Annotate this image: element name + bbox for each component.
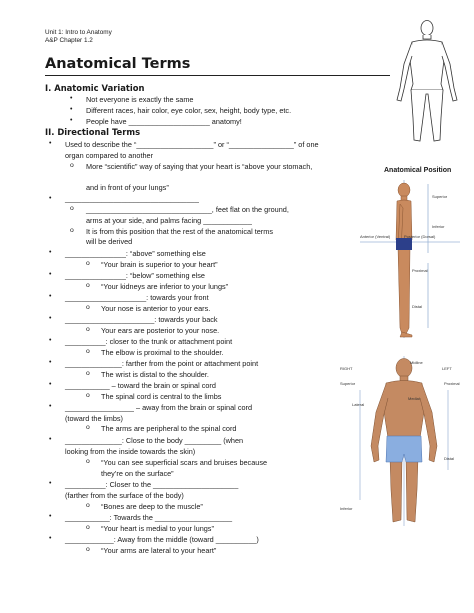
sub-bullet-icon: o [86,370,90,377]
sub-bullet-icon: o [86,304,90,311]
list-item: “Your heart is medial to your lungs” [101,524,214,533]
list-item: “Your kidneys are inferior to your lungs” [101,282,229,291]
sub-bullet-icon: o [86,260,90,267]
sub-bullet-icon: o [86,326,90,333]
list-item: Different races, hair color, eye color, sex, height, body type, etc. [86,106,292,115]
bullet-icon: • [49,337,52,344]
list-item: “Bones are deep to the muscle” [101,502,203,511]
list-item: The elbow is proximal to the shoulder. [101,348,224,357]
bullet-icon: • [70,106,73,113]
label-superior: Superior [432,194,448,199]
list-item: ______________: farther from the point or attachment point [65,359,259,368]
page-title: Anatomical Terms [45,56,191,72]
list-item: Your nose is anterior to your ears. [101,304,211,313]
sub-bullet-icon: o [86,348,90,355]
list-item: ______________________: towards your back [65,315,218,324]
title-underline [45,75,390,76]
label-midline: Midline [410,360,423,365]
bullet-icon: • [49,249,52,256]
list-item: ___________: Towards the ___________________ [65,513,233,522]
list-item: Not everyone is exactly the same [86,95,194,104]
label-inferior: Inferior [432,224,445,229]
label-proximal: Proximal [412,268,428,273]
bullet-icon: • [49,381,52,388]
anatomical-position-caption: Anatomical Position [384,167,452,174]
sub-bullet-icon: o [86,524,90,531]
label-anterior: Anterior (Ventral) [360,234,391,239]
bullet-icon: • [70,117,73,124]
bullet-icon: • [49,359,52,366]
bullet-icon: • [49,480,52,487]
list-item: ___________ – toward the brain or spinal cord [65,381,216,390]
bullet-icon: • [49,271,52,278]
bullet-icon: • [49,535,52,542]
list-item: looking from the inside towards the skin) [65,447,196,456]
label-distal-front: Distal [444,456,455,461]
list-item: It is from this position that the rest of the anatomical terms [86,227,273,236]
chapter-label: A&P Chapter 1.2 [45,37,93,44]
front-view-figure [338,350,470,530]
list-item: The arms are peripheral to the spinal cord [101,424,237,433]
list-item: _______________________________, feet flat on the ground, [86,205,289,214]
list-item: will be derived [86,237,133,246]
label-right: RIGHT [340,366,353,371]
sub-bullet-icon: o [86,392,90,399]
sub-bullet-icon: o [70,205,74,212]
list-item: _______________: “below” something else [65,271,205,280]
list-item: _________________ – away from the brain or spinal cord [65,403,253,412]
bullet-icon: • [49,403,52,410]
bullet-icon: • [49,140,52,147]
label-inferior-front: Inferior [340,506,353,511]
label-posterior: Posterior (Dorsal) [404,234,436,239]
section-heading-directional: II. Directional Terms [45,127,141,137]
list-item: Used to describe the “___________________” or “________________” of one [65,140,319,149]
list-item: “Your arms are lateral to your heart” [101,546,217,555]
unit-label: Unit 1: Intro to Anatomy [45,29,112,36]
list-item: “You can see superficial scars and bruises because [101,458,268,467]
label-superior-front: Superior [340,381,356,386]
list-item: The wrist is distal to the shoulder. [101,370,209,379]
list-item: (toward the limbs) [65,414,123,423]
list-item: ____________________: towards your front [65,293,209,302]
label-lateral: Lateral [352,402,365,407]
sub-bullet-icon: o [70,227,74,234]
section-heading-variation: I. Anatomic Variation [45,83,145,93]
list-item: People have ____________________ anatomy! [86,117,242,126]
list-item: _______________: “above” something else [65,249,206,258]
side-view-figure [340,178,470,340]
label-medial: Medial [408,396,420,401]
list-item: __________: Closer to the _____________________ [65,480,239,489]
bullet-icon: • [49,293,52,300]
list-item: The spinal cord is central to the limbs [101,392,222,401]
list-item: “Your brain is superior to your heart” [101,260,218,269]
bullet-icon: • [49,315,52,322]
list-item: ____________: Away from the middle (toward __________) [65,535,259,544]
label-proximal-front: Proximal [444,381,460,386]
sub-bullet-icon: o [86,458,90,465]
list-item: More “scientific” way of saying that your heart is “above your stomach, [86,162,313,171]
bullet-icon: • [70,95,73,102]
body-outline-figure [392,18,462,148]
label-left: LEFT [442,366,452,371]
sub-bullet-icon: o [70,162,74,169]
list-item: _________________________________ [65,194,199,203]
list-item: __________: closer to the trunk or attachment point [65,337,233,346]
bullet-icon: • [49,436,52,443]
sub-bullet-icon: o [86,424,90,431]
sub-bullet-icon: o [86,546,90,553]
label-distal: Distal [412,304,423,309]
sub-bullet-icon: o [86,502,90,509]
sub-bullet-icon: o [86,282,90,289]
list-item: Your ears are posterior to your nose. [101,326,220,335]
list-item: (farther from the surface of the body) [65,491,184,500]
list-item: ______________: Close to the body _________ (when [65,436,244,445]
bullet-icon: • [49,513,52,520]
list-item: they’re on the surface” [101,469,174,478]
list-item: organ compared to another [65,151,154,160]
list-item: arms at your side, and palms facing ____________ [86,216,252,225]
list-item: and in front of your lungs” [86,183,169,192]
bullet-icon: • [49,195,52,202]
